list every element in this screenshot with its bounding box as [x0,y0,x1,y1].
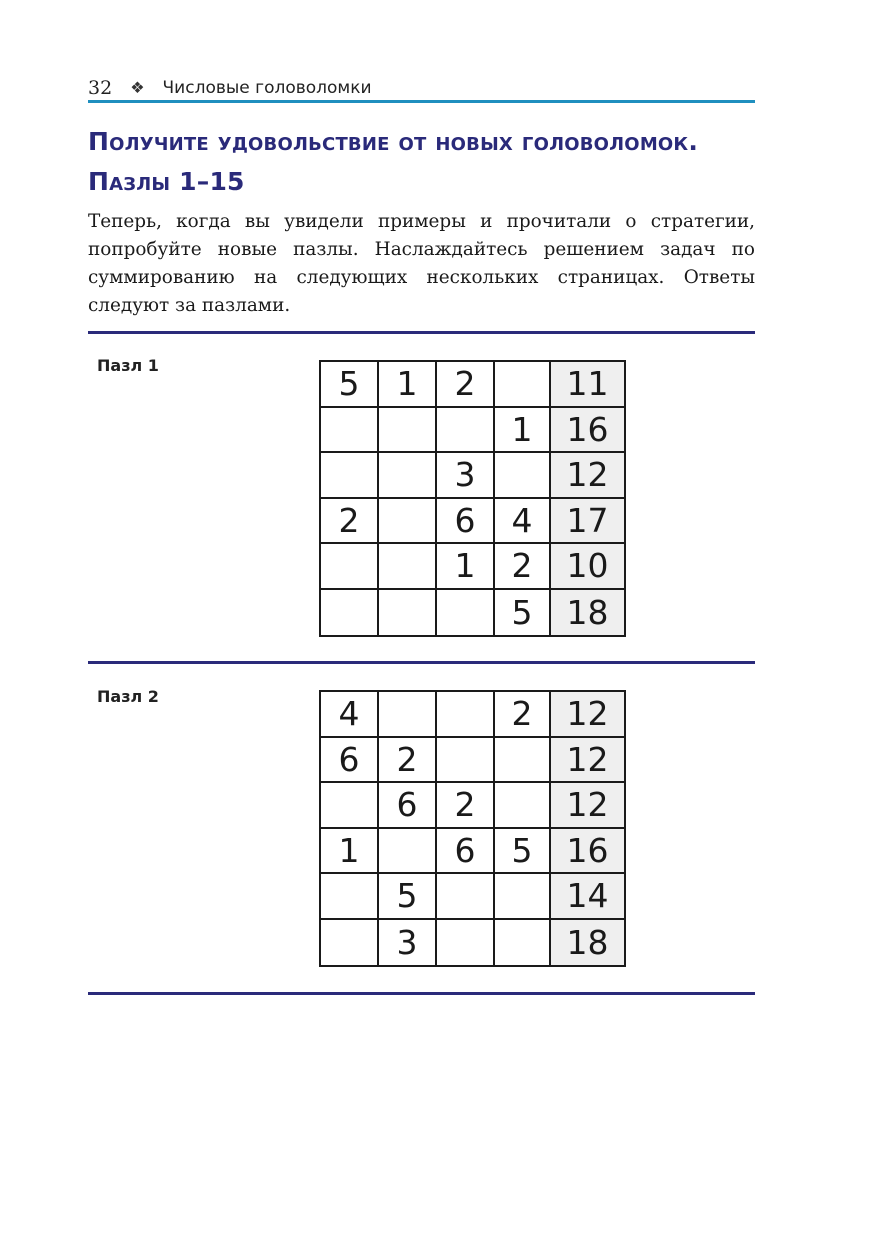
grid-cell [437,408,495,454]
grid-cell: 5 [495,590,551,636]
grid-cell [437,738,495,784]
grid-cell [495,362,551,408]
grid-cell [379,408,437,454]
intro-paragraph: Теперь, когда вы увидели примеры и прочитали о стратегии, попробуйте новые пазлы. Наслаждайтесь решением задач по суммированию на следующих нескольких страницах. Ответы следуют за пазлами. [88,211,755,316]
grid-cell: 4 [495,499,551,545]
grid-cell: 2 [321,499,379,545]
puzzle-2-label: Пазл 2 [97,687,159,706]
running-title: Числовые головоломки [162,78,372,98]
puzzle-1-grid [319,360,626,637]
grid-cell: 2 [437,362,495,408]
sum-cell: 11 [551,362,624,408]
grid-cell: 5 [379,874,437,920]
grid-cell [321,544,379,590]
grid-cell [437,874,495,920]
grid-cell [321,590,379,636]
grid-cell [379,453,437,499]
grid-cell [437,590,495,636]
grid-cell [437,920,495,966]
sum-cell: 18 [551,590,624,636]
grid-cell: 3 [437,453,495,499]
sum-cell: 12 [551,692,624,738]
grid-cell: 5 [495,829,551,875]
grid-cell: 6 [379,783,437,829]
grid-cell [321,783,379,829]
grid-cell: 1 [379,362,437,408]
grid-cell [495,783,551,829]
grid-cell [495,738,551,784]
sum-cell: 17 [551,499,624,545]
grid-cell: 1 [321,829,379,875]
grid-cell: 6 [437,829,495,875]
page-header [88,74,755,102]
section-rule [88,331,755,334]
grid-cell: 1 [495,408,551,454]
grid-cell: 1 [437,544,495,590]
grid-cell: 6 [437,499,495,545]
puzzle-1-label: Пазл 1 [97,356,159,375]
page-title [88,122,768,202]
grid-cell: 2 [495,544,551,590]
puzzle-2-grid [319,690,626,967]
grid-cell: 5 [321,362,379,408]
section-rule [88,661,755,664]
grid-cell [495,453,551,499]
grid-cell: 3 [379,920,437,966]
sum-cell: 12 [551,453,624,499]
grid-cell [321,408,379,454]
grid-cell [495,920,551,966]
grid-cell [437,692,495,738]
sum-cell: 18 [551,920,624,966]
grid-cell [379,829,437,875]
grid-cell: 2 [379,738,437,784]
title-line-1: Получите удовольствие от новых головоломок. [88,127,699,156]
grid-cell [495,874,551,920]
grid-cell [379,544,437,590]
grid-cell [379,499,437,545]
sum-cell: 10 [551,544,624,590]
grid-cell: 2 [495,692,551,738]
sum-cell: 12 [551,783,624,829]
grid-cell [379,692,437,738]
ornament-icon: ❖ [130,80,145,97]
grid-cell: 4 [321,692,379,738]
header-rule [88,100,755,103]
grid-cell: 2 [437,783,495,829]
grid-cell [379,590,437,636]
section-rule [88,992,755,995]
sum-cell: 14 [551,874,624,920]
grid-cell [321,920,379,966]
sum-cell: 12 [551,738,624,784]
sum-cell: 16 [551,408,624,454]
sum-cell: 16 [551,829,624,875]
grid-cell [321,453,379,499]
grid-cell: 6 [321,738,379,784]
title-line-2: Пазлы 1–15 [88,167,245,196]
page-number: 32 [88,77,113,99]
grid-cell [321,874,379,920]
